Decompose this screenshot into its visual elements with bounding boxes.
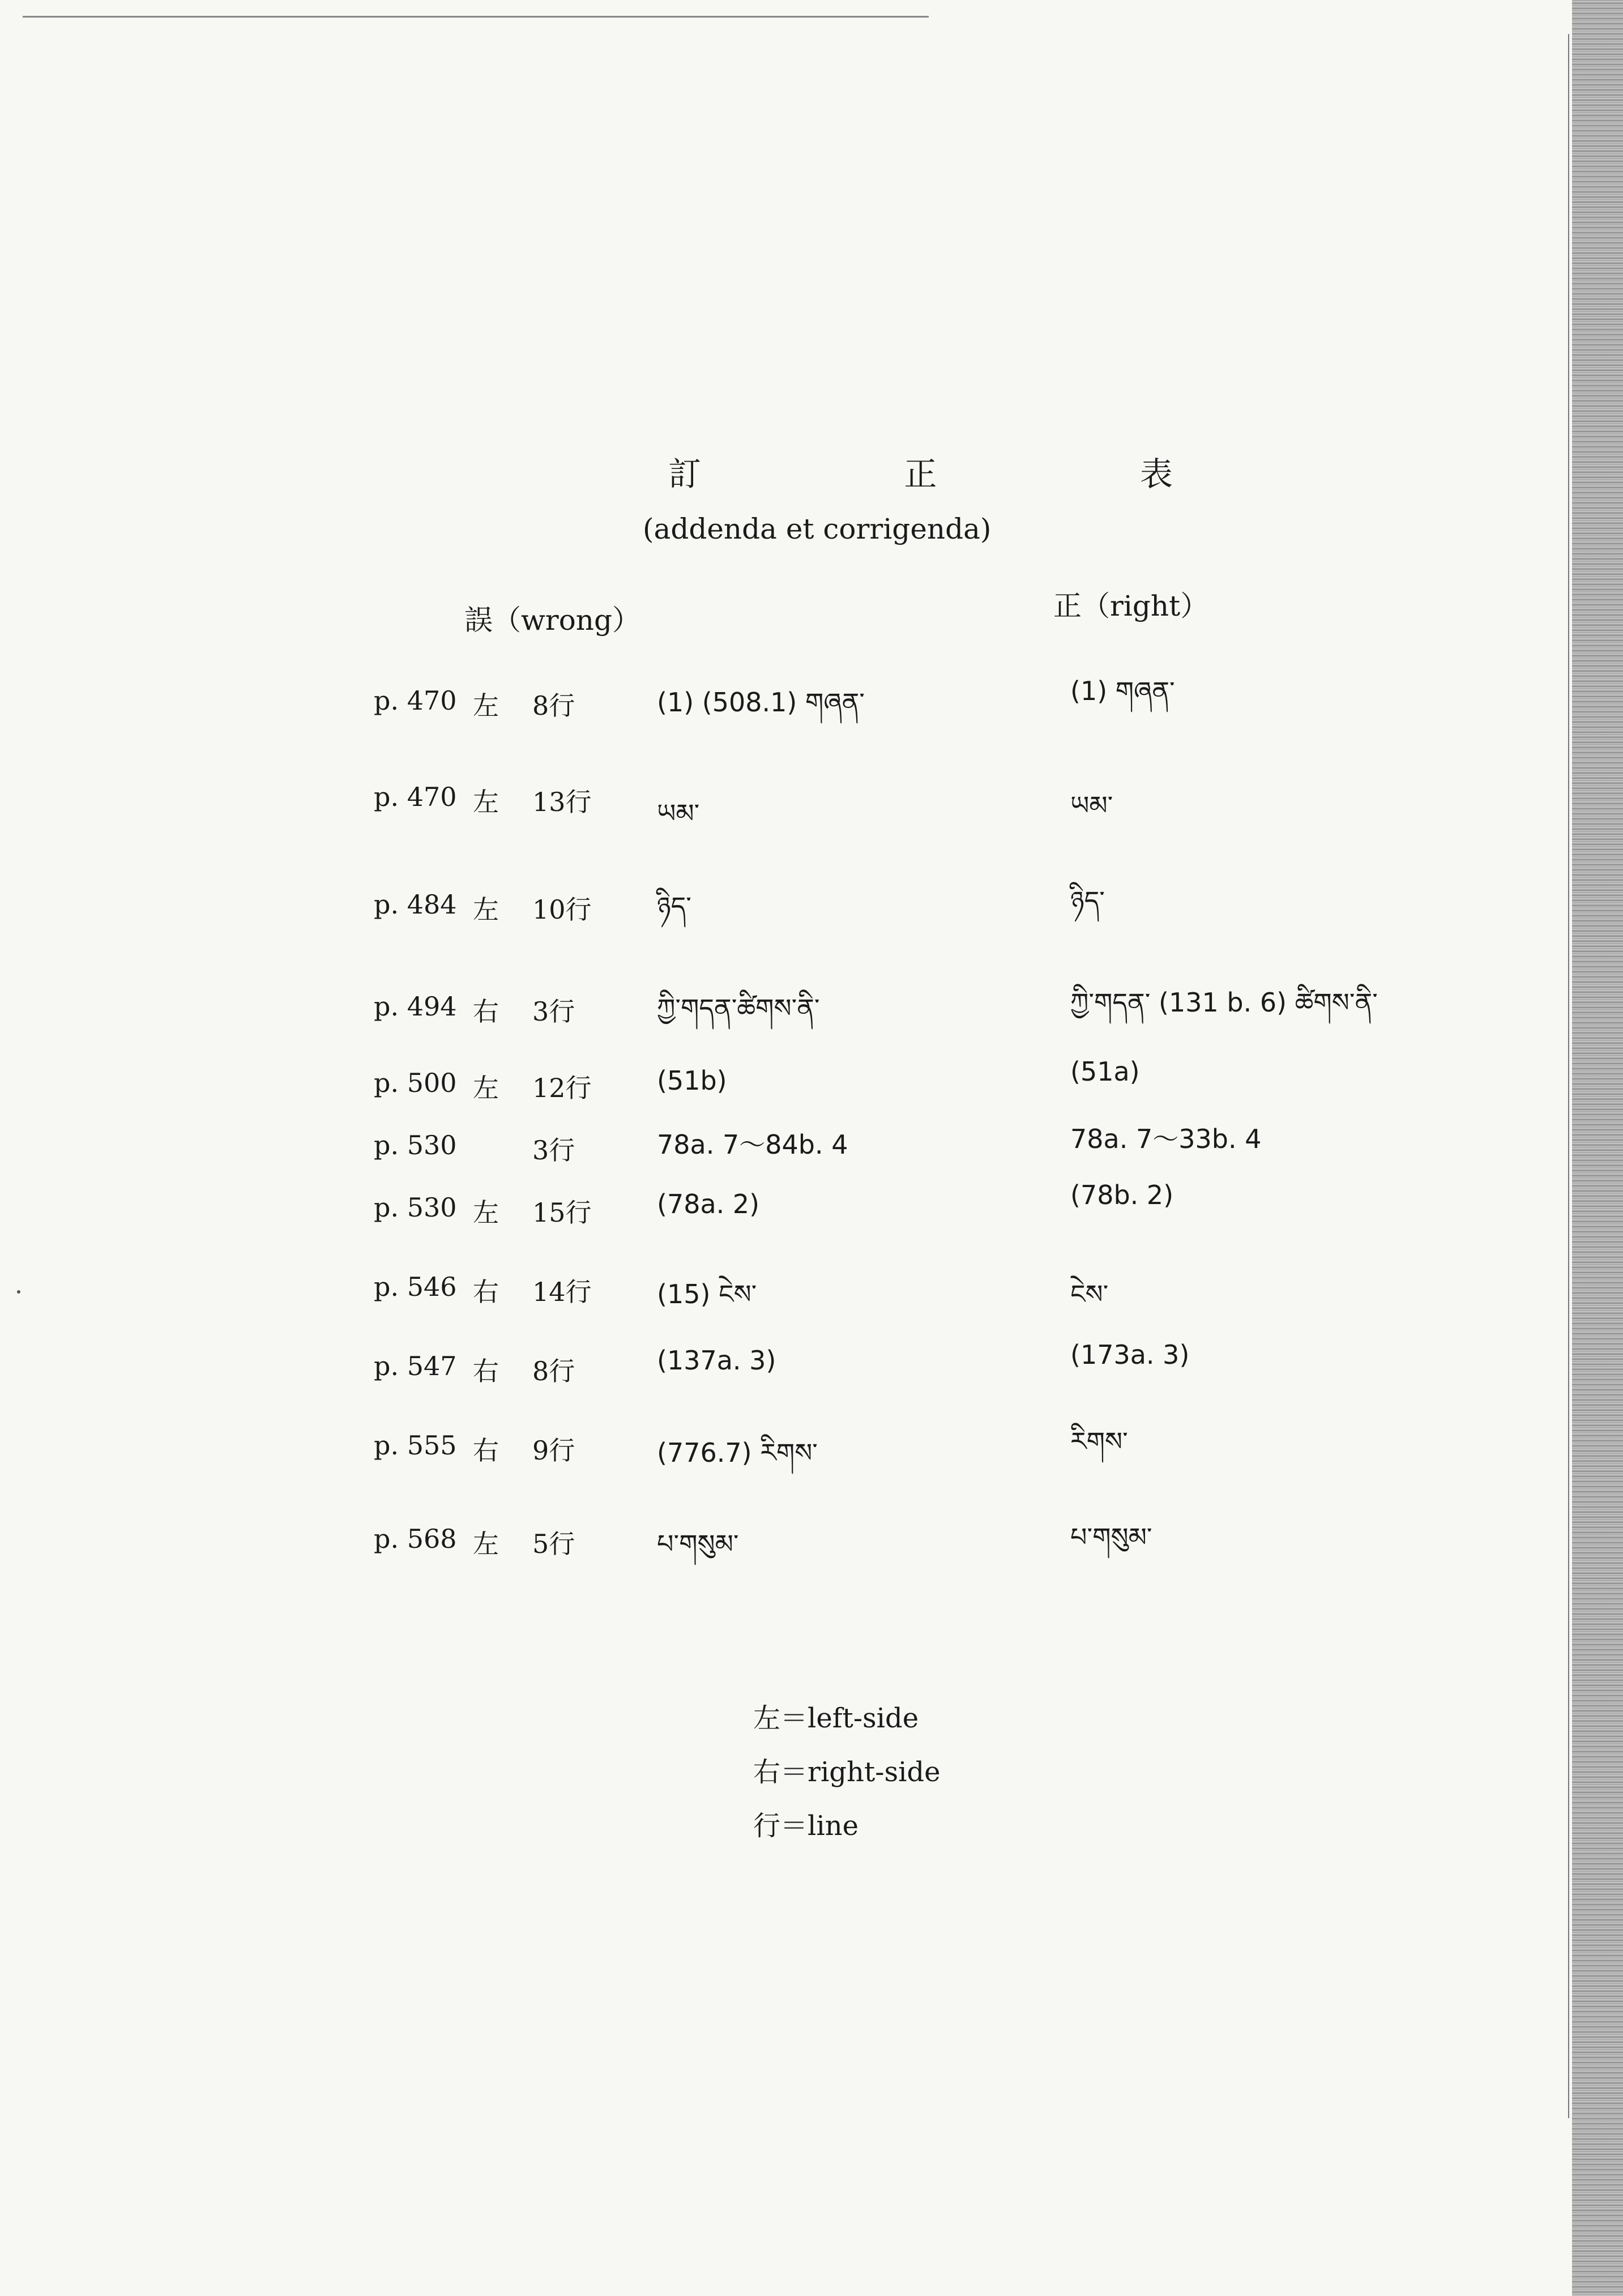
table-row — [0, 1124, 1529, 1181]
line-ref: 13行 — [532, 787, 592, 817]
right-text: (1) གཞན་ — [1070, 676, 1175, 706]
line-ref: 3行 — [532, 996, 575, 1027]
right-text: 78a. 7～33b. 4 — [1070, 1124, 1262, 1154]
side-mark: 左 — [473, 690, 499, 721]
side-mark: 左 — [473, 1197, 499, 1228]
right-text: ཀྱི་གདན་ (131 b. 6) ཚིགས་ནི་ — [1070, 987, 1378, 1018]
right-text: རིགས་ — [1070, 1426, 1128, 1457]
page-ref: p. 568 — [374, 1523, 457, 1554]
page-ref: p. 470 — [374, 782, 457, 812]
legend-left: 左＝left-side — [753, 1702, 919, 1734]
table-row — [0, 1426, 1529, 1481]
table-row — [0, 1056, 1529, 1119]
side-mark: 右 — [473, 996, 499, 1027]
page-ref: p. 546 — [374, 1271, 457, 1302]
page-ref: p. 470 — [374, 685, 457, 716]
wrong-text: 78a. 7～84b. 4 — [657, 1129, 848, 1160]
wrong-text: ཀྱི་གདན་ཚིགས་ནི་ — [657, 993, 820, 1023]
page-ref: p. 494 — [374, 991, 457, 1022]
top-rule — [23, 16, 929, 18]
wrong-text: (51b) — [657, 1065, 727, 1096]
scan-edge — [1572, 0, 1623, 2296]
line-ref: 12行 — [532, 1073, 592, 1103]
table-row — [0, 987, 1529, 1042]
line-ref: 9行 — [532, 1435, 575, 1466]
wrong-text: ཡམ་ — [657, 798, 700, 829]
page-subtitle: (addenda et corrigenda) — [643, 513, 992, 545]
side-mark: 左 — [473, 894, 499, 925]
line-ref: 15行 — [532, 1197, 592, 1228]
side-mark: 右 — [473, 1356, 499, 1386]
wrong-text: (1) (508.1) གཞན་ — [657, 687, 865, 718]
wrong-text: (15) ངེས་ — [657, 1279, 757, 1309]
line-ref: 14行 — [532, 1277, 592, 1307]
table-row — [0, 1271, 1529, 1322]
table-row — [0, 1180, 1529, 1243]
side-mark: 右 — [473, 1277, 499, 1307]
right-text: ངེས་ — [1070, 1279, 1109, 1309]
side-mark: 左 — [473, 787, 499, 817]
right-column-header: 正（right） — [1053, 590, 1209, 622]
line-ref: 5行 — [532, 1529, 575, 1559]
right-text: (173a. 3) — [1070, 1339, 1190, 1370]
page-ref: p. 547 — [374, 1351, 457, 1381]
side-mark: 左 — [473, 1073, 499, 1103]
table-row — [0, 676, 1529, 736]
legend-line: 行＝line — [753, 1810, 859, 1842]
side-mark: 左 — [473, 1529, 499, 1559]
page-ref: p. 555 — [374, 1430, 457, 1461]
table-row — [0, 885, 1529, 940]
wrong-text: (78a. 2) — [657, 1189, 760, 1219]
table-row — [0, 1339, 1529, 1402]
right-text: པ་གསུམ་ — [1070, 1522, 1152, 1552]
side-mark: 右 — [473, 1435, 499, 1466]
right-text: ཉིད་ — [1070, 885, 1105, 916]
legend-right: 右＝right-side — [753, 1756, 941, 1788]
table-row — [0, 782, 1529, 833]
scan-edge-line — [1568, 34, 1569, 2118]
right-text: (78b. 2) — [1070, 1180, 1174, 1210]
line-ref: 3行 — [532, 1135, 575, 1166]
scan-speck — [17, 1290, 20, 1294]
line-ref: 8行 — [532, 1356, 575, 1386]
wrong-text: ཉིད་ — [657, 891, 691, 921]
line-ref: 8行 — [532, 690, 575, 721]
right-text: ཡམ་ — [1070, 790, 1113, 821]
wrong-text: (137a. 3) — [657, 1345, 776, 1376]
page-ref: p. 530 — [374, 1192, 457, 1223]
wrong-text: པ་གསུམ་ — [657, 1529, 739, 1559]
page-ref: p. 500 — [374, 1068, 457, 1098]
page-ref: p. 484 — [374, 889, 457, 920]
wrong-text: (776.7) རིགས་ — [657, 1437, 818, 1468]
page-ref: p. 530 — [374, 1130, 457, 1160]
right-text: (51a) — [1070, 1056, 1140, 1087]
table-row — [0, 1523, 1529, 1574]
wrong-column-header: 誤（wrong） — [464, 604, 641, 637]
page-title: 訂 正 表 — [668, 455, 1269, 493]
line-ref: 10行 — [532, 894, 592, 925]
